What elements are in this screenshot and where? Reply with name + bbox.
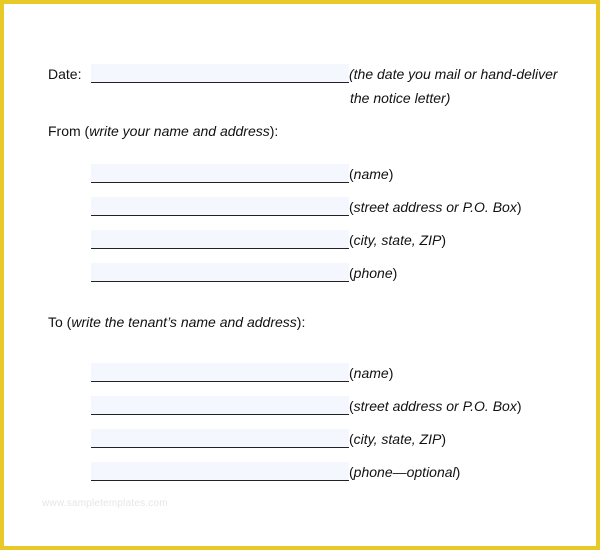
to-name-field[interactable] <box>91 363 349 382</box>
from-heading-hint: write your name and address <box>89 123 270 139</box>
from-name-row <box>91 164 393 183</box>
hint-open-paren: ( <box>349 166 354 182</box>
to-heading-suffix: ): <box>296 314 306 330</box>
hint-open-paren: ( <box>349 199 354 215</box>
to-phone-row <box>91 462 460 481</box>
from-heading-prefix: From ( <box>48 123 90 139</box>
date-field[interactable] <box>91 64 349 83</box>
hint-close-paren: ) <box>388 365 394 381</box>
hint-close-paren: ) <box>516 199 522 215</box>
from-city-hint: city, state, ZIP <box>353 232 442 248</box>
to-heading-hint: write the tenant’s name and address <box>71 314 297 330</box>
hint-open-paren: ( <box>349 265 354 281</box>
from-name-field[interactable] <box>91 164 349 183</box>
hint-open-paren: ( <box>349 431 354 447</box>
from-city-field[interactable] <box>91 230 349 249</box>
hint-close-paren: ) <box>516 398 522 414</box>
to-heading-prefix: To ( <box>48 314 72 330</box>
hint-open-paren: ( <box>349 232 354 248</box>
to-street-row <box>91 396 522 415</box>
from-phone-hint: phone <box>353 265 393 281</box>
date-hint: (the date you mail or hand-deliver <box>349 66 558 82</box>
from-street-hint: street address or P.O. Box <box>353 199 517 215</box>
date-row <box>48 64 558 83</box>
hint-open-paren: ( <box>349 365 354 381</box>
to-name-hint: name <box>353 365 389 381</box>
hint-close-paren: ) <box>441 232 446 248</box>
date-hint-row-2 <box>350 89 450 107</box>
date-hint-line-2: the notice letter) <box>350 90 451 106</box>
to-city-row <box>91 429 446 448</box>
to-street-field[interactable] <box>91 396 349 415</box>
from-street-row <box>91 197 522 216</box>
to-city-hint: city, state, ZIP <box>353 431 442 447</box>
hint-close-paren: ) <box>392 265 398 281</box>
to-name-row <box>91 363 393 382</box>
from-phone-row <box>91 263 397 282</box>
from-phone-field[interactable] <box>91 263 349 282</box>
to-phone-hint: phone—optional <box>353 464 456 480</box>
hint-open-paren: ( <box>349 464 354 480</box>
from-heading <box>48 122 278 140</box>
from-city-row <box>91 230 446 249</box>
from-street-field[interactable] <box>91 197 349 216</box>
hint-close-paren: ) <box>455 464 461 480</box>
to-street-hint: street address or P.O. Box <box>353 398 517 414</box>
from-heading-suffix: ): <box>269 123 279 139</box>
from-name-hint: name <box>353 166 389 182</box>
hint-close-paren: ) <box>388 166 394 182</box>
watermark-text: www.sampletemplates.com <box>42 498 168 509</box>
hint-open-paren: ( <box>349 398 354 414</box>
to-heading <box>48 313 305 331</box>
hint-close-paren: ) <box>441 431 446 447</box>
to-city-field[interactable] <box>91 429 349 448</box>
to-phone-field[interactable] <box>91 462 349 481</box>
date-label: Date: <box>48 66 82 82</box>
